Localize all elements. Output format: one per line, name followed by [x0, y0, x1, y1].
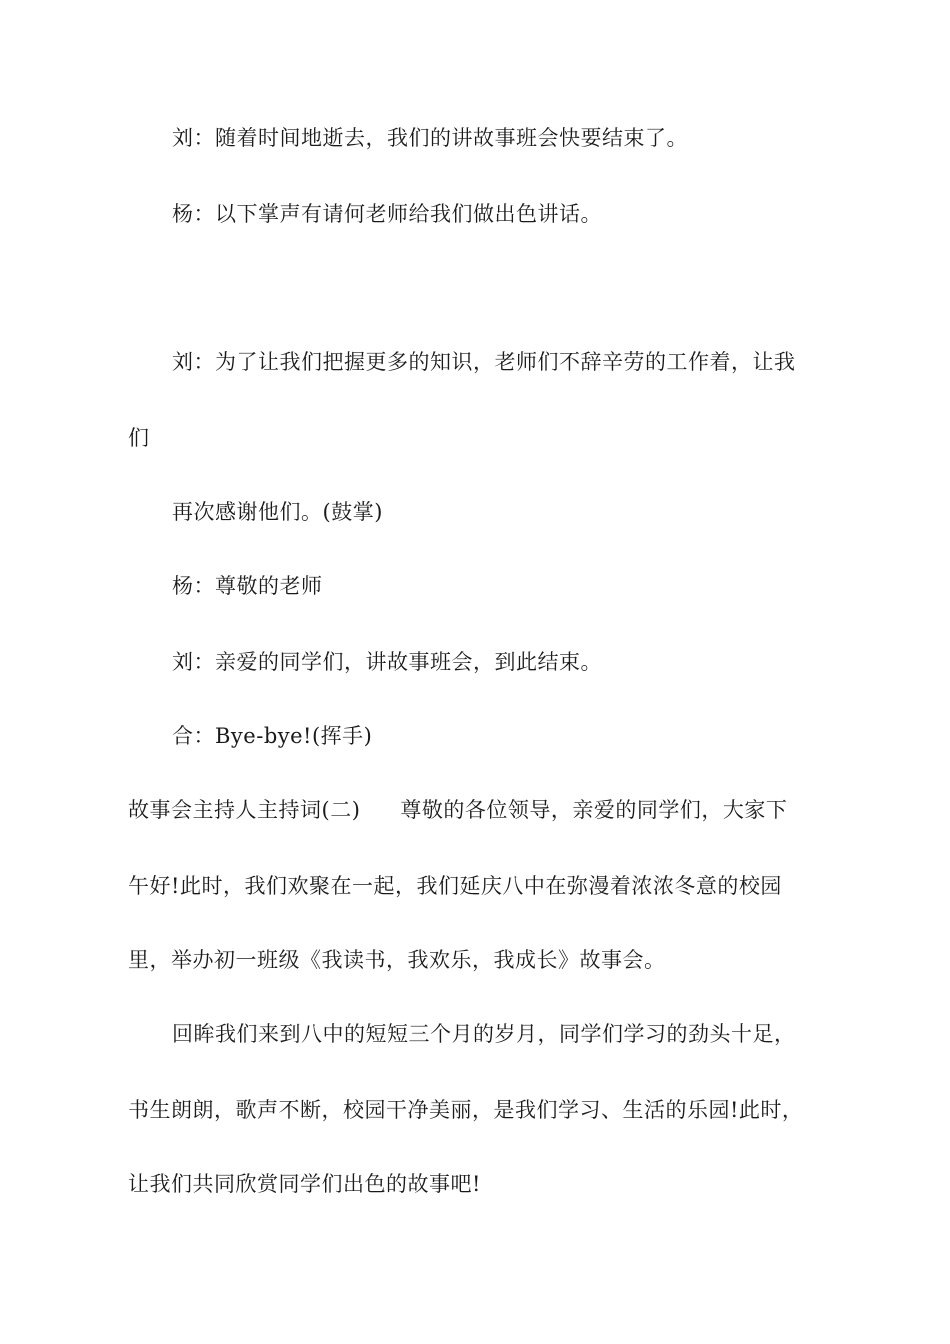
paragraph-line: 回眸我们来到八中的短短三个月的岁月，同学们学习的劲头十足，: [172, 1022, 796, 1046]
dialogue-line: 杨：尊敬的老师: [172, 574, 323, 598]
paragraph-text: 尊敬的各位领导，亲爱的同学们，大家下: [400, 798, 788, 822]
paragraph-line: 午好!此时，我们欢聚在一起，我们延庆八中在弥漫着浓浓冬意的校园: [128, 874, 782, 898]
dialogue-line: 刘：亲爱的同学们，讲故事班会，到此结束。: [172, 650, 602, 674]
section-heading-line: [128, 796, 838, 824]
dialogue-line: 合：Bye-bye!(挥手): [172, 724, 373, 748]
dialogue-line-continuation: 们: [128, 426, 150, 450]
dialogue-line: 刘：随着时间地逝去，我们的讲故事班会快要结束了。: [172, 126, 688, 150]
dialogue-line: 再次感谢他们。(鼓掌): [172, 500, 383, 524]
dialogue-line: 杨：以下掌声有请何老师给我们做出色讲话。: [172, 202, 602, 226]
paragraph-line: 里，举办初一班级《我读书，我欢乐，我成长》故事会。: [128, 948, 666, 972]
paragraph-line: 书生朗朗，歌声不断，校园干净美丽，是我们学习、生活的乐园!此时，: [128, 1098, 804, 1122]
section-heading: 故事会主持人主持词(二): [128, 798, 361, 822]
paragraph-line: 让我们共同欣赏同学们出色的故事吧!: [128, 1172, 481, 1196]
dialogue-line: 刘：为了让我们把握更多的知识，老师们不辞辛劳的工作着，让我: [172, 350, 796, 374]
